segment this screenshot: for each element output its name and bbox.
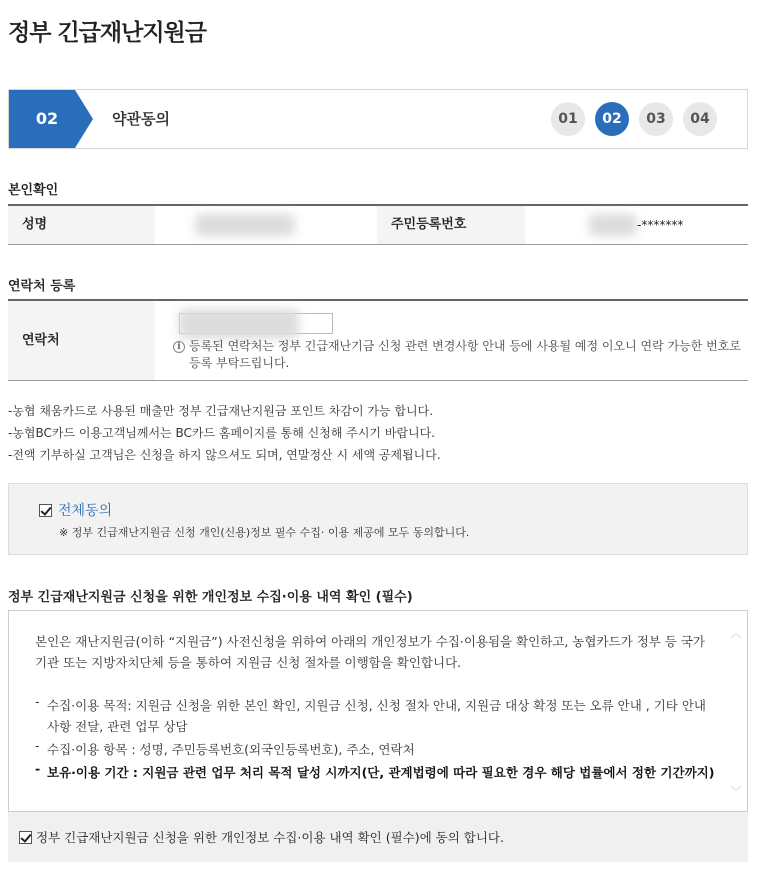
current-step-number: 02 (35, 109, 59, 128)
contact-table (8, 299, 748, 381)
step-3: 03 (639, 102, 673, 136)
name-label: 성명 (8, 206, 155, 244)
privacy-terms-scrollbox[interactable] (8, 610, 748, 812)
notice-item: -농협BC카드 이용고객님께서는 BC카드 홈페이지를 통해 신청해 주시기 바랍니다. (8, 426, 436, 440)
privacy-terms-content (35, 631, 715, 785)
name-value (155, 206, 377, 244)
agree-all-checkbox[interactable] (39, 504, 52, 517)
agree-all-row[interactable] (39, 500, 112, 520)
current-step-title: 약관동의 (112, 110, 170, 128)
privacy-items (35, 695, 715, 783)
privacy-section-title: 정부 긴급재난지원금 신청을 위한 개인정보 수집·이용 내역 확인 (필수) (8, 590, 413, 605)
identity-table (8, 204, 748, 245)
privacy-item-retention: - 보유·이용 기간 : 지원금 관련 업무 처리 목적 달성 시까지(단, 관계법령에 따라 필요한 경우 해당 법률에서 정한 기간까지) (35, 762, 715, 783)
info-icon: i (173, 341, 185, 353)
scroll-down-arrow-icon[interactable]: ﹀ (730, 785, 742, 798)
contact-info-text: 등록된 연락처는 정부 긴급재난기금 신청 관련 변경사항 안내 등에 사용될 예정 이오니 연락 가능한 번호로 등록 부탁드립니다. (189, 339, 741, 370)
rrn-label: 주민등록번호 (377, 206, 525, 244)
privacy-intro: 본인은 재난지원금(이하 “지원금”) 사전신청을 위하여 아래의 개인정보가 수집·이용됨을 확인하고, 농협카드가 정부 등 국가기관 또는 지방자치단체 등을 통하여 지원금 신청 절차를 이행함을 확인합니다. (35, 634, 706, 670)
contact-label: 연락처 (8, 301, 155, 380)
privacy-agree-label[interactable]: 정부 긴급재난지원금 신청을 위한 개인정보 수집·이용 내역 확인 (필수)에 동의 합니다. (36, 830, 504, 845)
identity-heading: 본인확인 (8, 183, 59, 198)
redacted-rrn (589, 214, 637, 236)
step-2: 02 (595, 102, 629, 136)
contact-cell (155, 301, 748, 380)
scroll-up-arrow-icon[interactable]: ︿ (730, 627, 742, 640)
redacted-phone (179, 309, 299, 339)
step-list (551, 102, 717, 136)
agree-all-label[interactable]: 전체동의 (58, 503, 113, 519)
step-4: 04 (683, 102, 717, 136)
step-indicator (8, 89, 748, 149)
agree-all-note: ※ 정부 긴급재난지원금 신청 개인(신용)정보 필수 수집· 이용 제공에 모두 동의합니다. (59, 526, 470, 539)
rrn-masked-suffix: -******* (637, 218, 684, 232)
agree-all-box (8, 483, 748, 555)
privacy-item-purpose: - 수집·이용 목적: 지원금 신청을 위한 본인 확인, 지원금 신청, 신청 절차 안내, 지원금 대상 확정 또는 오류 안내 , 기타 안내사항 전달, 관련 업무 상담 (35, 695, 715, 737)
step-1: 01 (551, 102, 585, 136)
page-title: 정부 긴급재난지원금 (8, 20, 206, 46)
current-step-badge (9, 90, 97, 148)
contact-heading: 연락처 등록 (8, 279, 76, 294)
privacy-agree-checkbox[interactable] (19, 831, 32, 844)
privacy-item-fields: - 수집·이용 항목 : 성명, 주민등록번호(외국인등록번호), 주소, 연락처 (35, 739, 715, 760)
rrn-value (525, 206, 748, 244)
privacy-agree-row[interactable] (8, 812, 748, 862)
redacted-name (195, 214, 295, 236)
notice-item: -전액 기부하실 고객님은 신청을 하지 않으셔도 되며, 연말정산 시 세액 공제됩니다. (8, 448, 441, 462)
notice-item: -농협 채움카드로 사용된 매출만 정부 긴급재난지원금 포인트 차감이 가능 합니다. (8, 404, 434, 418)
notice-list (8, 400, 441, 466)
